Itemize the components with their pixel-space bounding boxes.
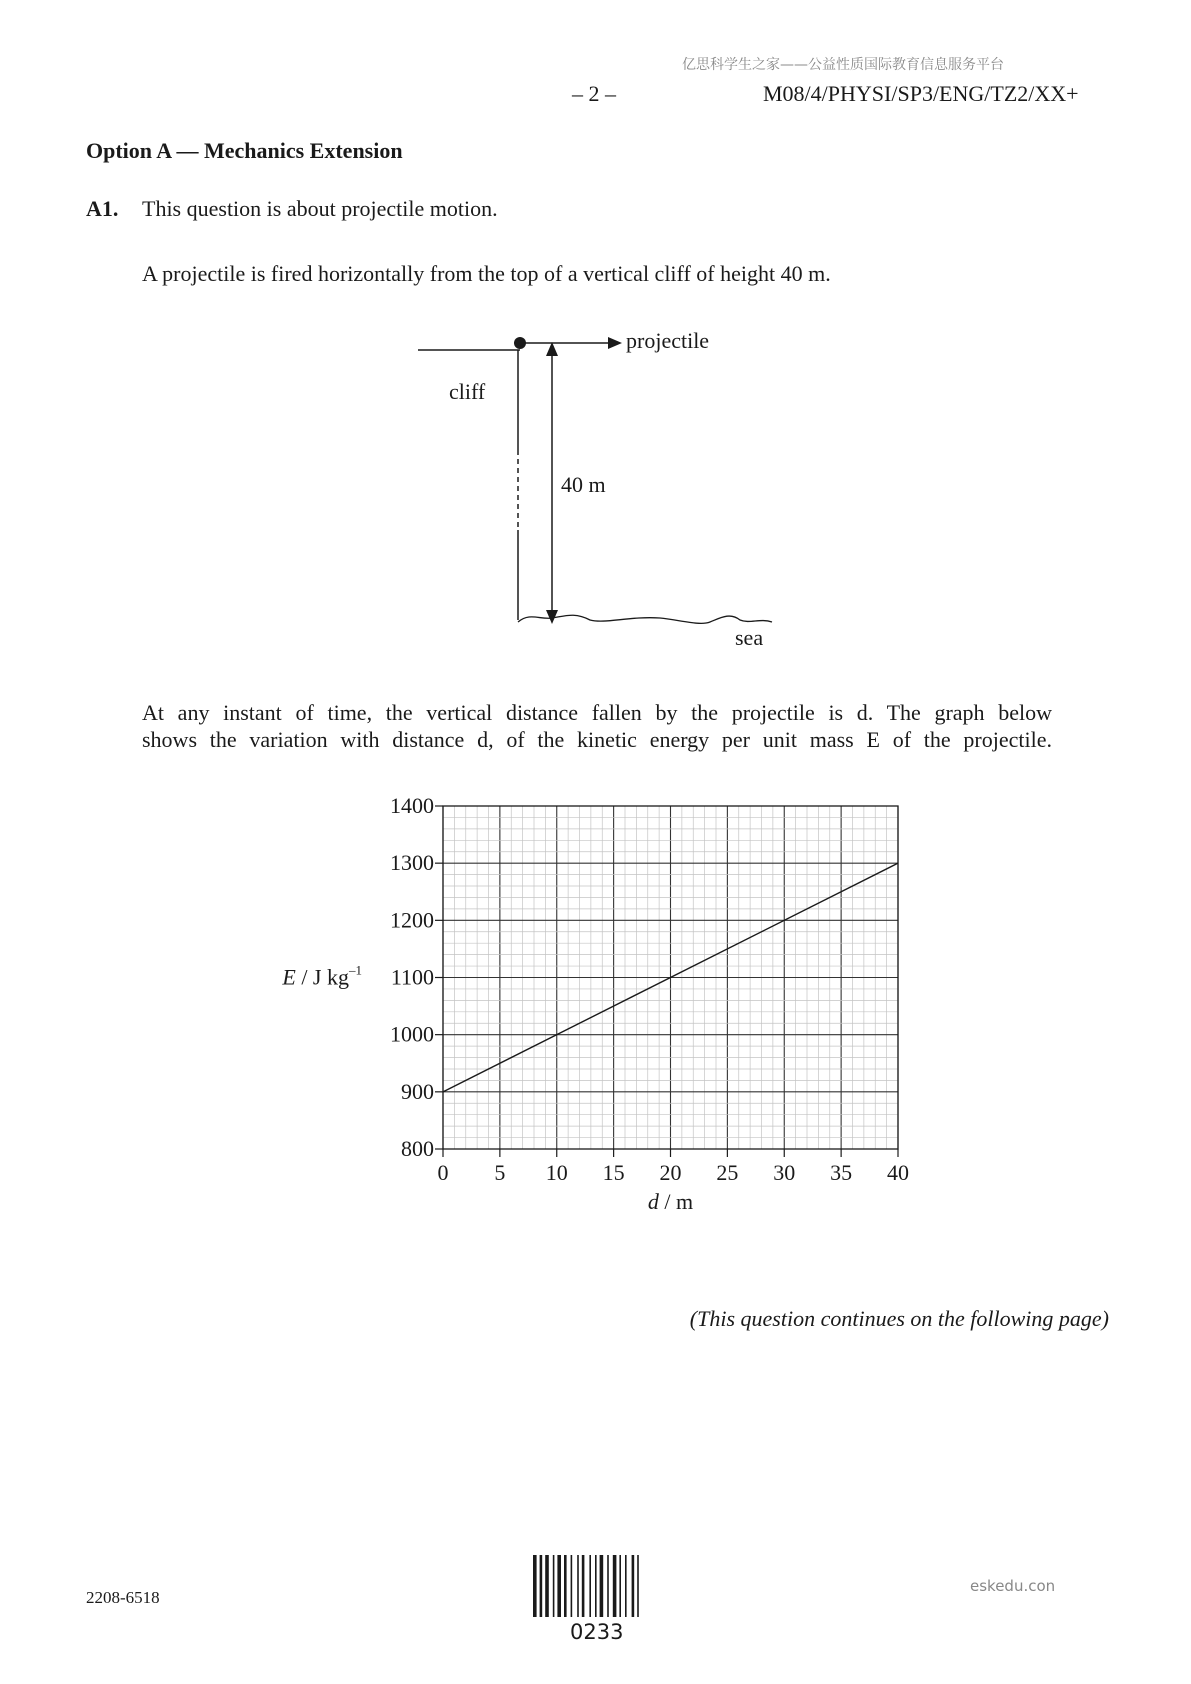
barcode-bar	[625, 1555, 627, 1617]
chart-y-axis-label: E / J $kg^{-1}$	[282, 962, 362, 990]
barcode-bar	[553, 1555, 555, 1617]
barcode-bar	[545, 1555, 549, 1617]
footer-code: 2208-6518	[86, 1588, 160, 1607]
x-tick-label: 25	[716, 1160, 739, 1185]
series-line-E	[443, 863, 898, 1092]
y-tick-label: 1000	[390, 1021, 434, 1047]
y-tick-label: 1400	[390, 793, 434, 818]
option-title: Option A — Mechanics Extension	[86, 138, 403, 163]
barcode-bar	[533, 1555, 537, 1617]
x-tick-label: 30	[773, 1160, 796, 1185]
question-description-line1: At any instant of time, the vertical distance fallen by the projectile is d. The graph below	[142, 700, 1052, 725]
barcode-bar	[571, 1555, 573, 1617]
barcode-bar	[540, 1555, 543, 1617]
y-tick-label: 800	[401, 1136, 434, 1161]
height-label: 40 m	[561, 472, 606, 497]
height-arrowhead-bottom	[546, 610, 558, 624]
continues-note: (This question continues on the following page)	[689, 1306, 1109, 1331]
sea-label: sea	[735, 625, 764, 650]
sea-line	[518, 615, 772, 623]
barcode-bar	[607, 1555, 609, 1617]
barcode-bar	[619, 1555, 621, 1617]
question-setup: A projectile is fired horizontally from the top of a vertical cliff of height 40 m.	[142, 261, 831, 286]
barcode-bar	[600, 1555, 604, 1617]
chart-frame	[443, 806, 898, 1149]
barcode-number: 0233	[570, 1620, 624, 1644]
cliff-label: cliff	[449, 379, 486, 404]
barcode-bar	[564, 1555, 567, 1617]
x-tick-label: 15	[602, 1160, 625, 1185]
barcode-bar	[632, 1555, 635, 1617]
question-intro: This question is about projectile motion.	[142, 196, 498, 221]
question-description-line2: shows the variation with distance d, of the kinetic energy per unit mass E of the projectile.	[142, 727, 1052, 752]
chart-x-axis-label: d / m	[647, 1189, 694, 1214]
velocity-arrowhead	[608, 337, 622, 349]
barcode-bar	[595, 1555, 597, 1617]
height-arrowhead-top	[546, 342, 558, 356]
x-tick-label: 0	[437, 1160, 449, 1185]
barcode-bar	[577, 1555, 579, 1617]
y-tick-label: 1100	[390, 964, 434, 990]
question-number: A1.	[86, 196, 119, 221]
barcode-bar	[557, 1555, 561, 1617]
barcode-bar	[613, 1555, 617, 1617]
x-tick-label: 5	[494, 1160, 506, 1185]
x-tick-label: 40	[887, 1160, 909, 1185]
barcode-bar	[589, 1555, 591, 1617]
y-tick-label: 900	[401, 1078, 434, 1104]
footer-site: eskedu.con	[970, 1577, 1056, 1595]
x-tick-label: 20	[659, 1160, 682, 1185]
projectile-dot	[514, 337, 526, 349]
barcode-bar	[582, 1555, 585, 1617]
y-tick-label: 1200	[390, 907, 434, 933]
paper-code: M08/4/PHYSI/SP3/ENG/TZ2/XX+	[763, 81, 1079, 106]
x-tick-label: 35	[830, 1160, 853, 1185]
x-tick-label: 10	[545, 1160, 568, 1185]
barcode-bar	[637, 1555, 639, 1617]
watermark-text: 亿思科学生之家——公益性质国际教育信息服务平台	[682, 57, 1004, 73]
y-tick-label: 1300	[390, 850, 434, 876]
page-number: – 2 –	[572, 81, 616, 106]
projectile-label: projectile	[626, 328, 710, 353]
